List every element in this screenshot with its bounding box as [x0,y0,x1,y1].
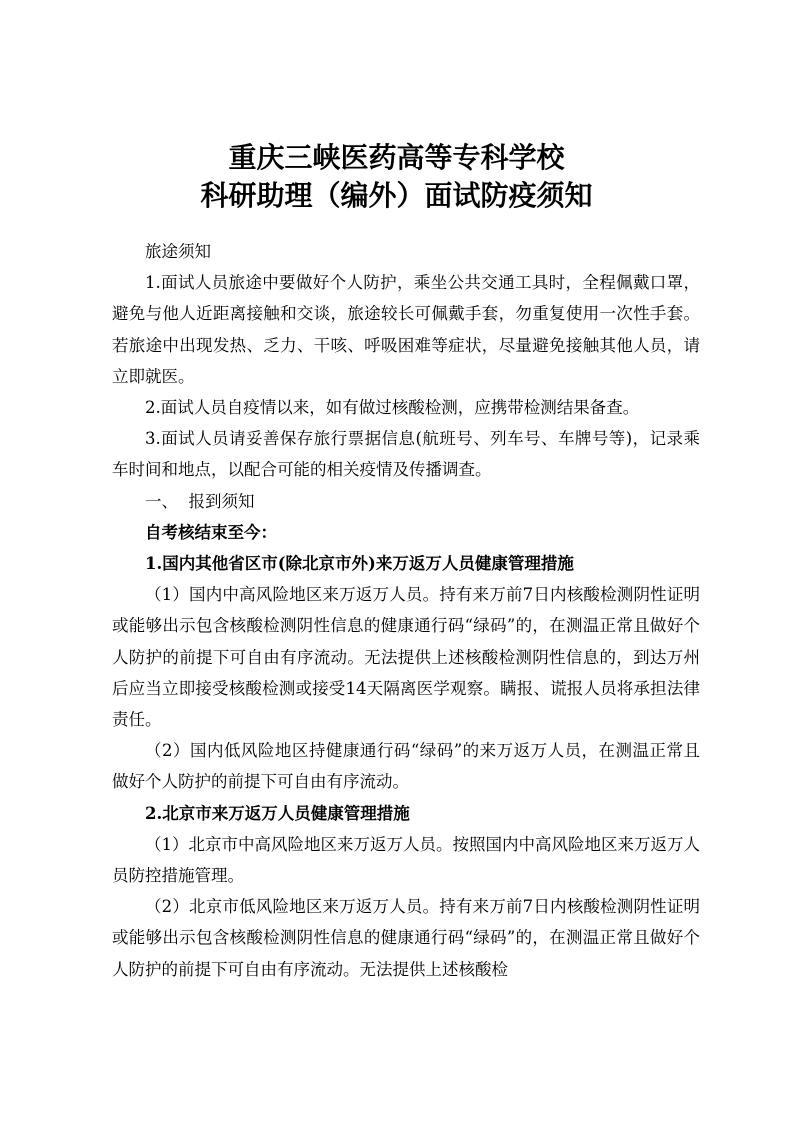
paragraph-other-provinces-2: （2）国内低风险地区持健康通行码“绿码”的来万返万人员，在测温正常且做好个人防护的前提下可自由有序流动。 [112,741,700,792]
paragraph-other-provinces-1: （1）国内中高风险地区来万返万人员。持有来万前7日内核酸检测阴性证明或能够出示包含核酸检测阴性信息的健康通行码“绿码”的，在测温正常且做好个人防护的前提下可自由有序流动。无法提供上述核酸检测阴性信息的，到达万州后应当立即接受核酸检测或接受14天隔离医学观察。瞒报、谎报人员将承担法律责任。 [112,585,700,730]
paragraph-beijing-1: （1）北京市中高风险地区来万返万人员。按照国内中高风险地区来万返万人员防控措施管理。 [112,834,700,886]
subheading-other-provinces: 1.国内其他省区市(除北京市外)来万返万人员健康管理措施 [145,554,574,574]
paragraph-travel-1: 1.面试人员旅途中要做好个人防护，乘坐公共交通工具时，全程佩戴口罩，避免与他人近距离接触和交谈，旅途较长可佩戴手套，勿重复使用一次性手套。若旅途中出现发热、乏力、干咳、呼吸困难等症状，尽量避免接触其他人员，请立即就医。 [112,273,700,386]
subheading-beijing: 2.北京市来万返万人员健康管理措施 [145,803,410,823]
subheading-since-exam: 自考核结束至今： [145,522,277,542]
section-heading-travel: 旅途须知 [145,242,211,261]
document-title-line-1: 重庆三峡医药高等专科学校 [228,141,565,174]
paragraph-travel-3: 3.面试人员请妥善保存旅行票据信息(航班号、列车号、车牌号等)，记录乘车时间和地点，以配合可能的相关疫情及传播调查。 [112,429,700,480]
paragraph-travel-2: 2.面试人员自疫情以来，如有做过核酸检测，应携带检测结果备查。 [145,398,640,418]
document-title-line-2: 科研助理（编外）面试防疫须知 [200,179,593,212]
paragraph-beijing-2: （2）北京市低风险地区来万返万人员。持有来万前7日内核酸检测阴性证明或能够出示包含核酸检测阴性信息的健康通行码“绿码”的，在测温正常且做好个人防护的前提下可自由有序流动。无法提供上述核酸检 [112,897,700,979]
section-heading-report: 一、 报到须知 [145,491,255,511]
document-body [112,236,700,985]
